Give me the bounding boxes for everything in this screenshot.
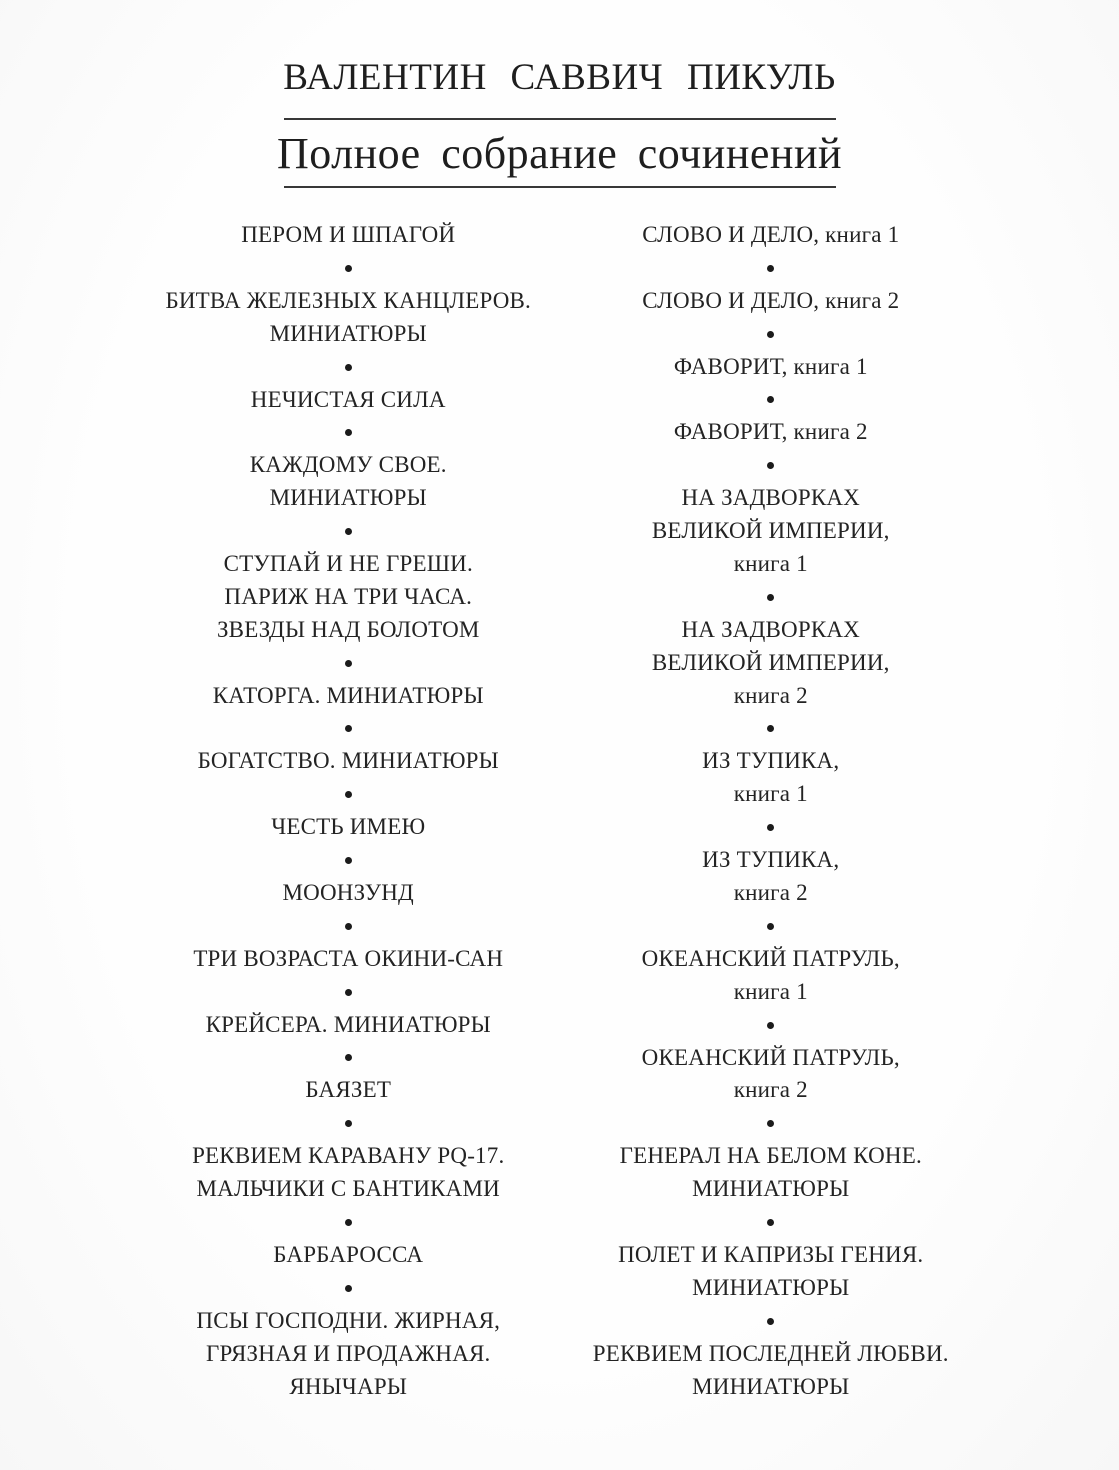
book-entry	[560, 943, 983, 1009]
book-title-line: НА ЗАДВОРКАХ	[681, 616, 860, 642]
bullet-separator	[560, 1305, 983, 1338]
book-title-line: ФАВОРИТ, книга 1	[673, 353, 868, 379]
bullet-separator	[137, 910, 560, 943]
book-title-line: книга 1	[733, 551, 808, 576]
book-title-line: книга 2	[733, 1077, 808, 1103]
book-title-line: ОКЕАНСКИЙ ПАТРУЛЬ,	[641, 945, 900, 971]
book-title-line: МИНИАТЮРЫ	[692, 1373, 850, 1399]
book-title-line: НЕЧИСТАЯ СИЛА	[250, 386, 446, 412]
book-title-line: ГРЯЗНАЯ И ПРОДАЖНАЯ.	[205, 1340, 491, 1366]
book-title-line: РЕКВИЕМ КАРАВАНУ PQ-17.	[192, 1143, 505, 1169]
bullet-separator	[137, 1042, 560, 1075]
bullet-icon	[767, 1120, 774, 1127]
bullet-icon	[345, 528, 352, 535]
bullet-separator	[137, 515, 560, 548]
bullet-icon	[767, 923, 774, 930]
bullet-separator	[560, 1206, 983, 1239]
book-entry	[137, 285, 560, 351]
bullet-separator	[560, 713, 983, 746]
book-list	[0, 219, 1119, 1403]
book-title-line: ФАВОРИТ, книга 2	[673, 419, 868, 445]
book-entry	[137, 384, 560, 417]
bullet-separator	[560, 252, 983, 285]
bullet-icon	[345, 1120, 352, 1127]
book-entry	[560, 1042, 983, 1108]
book-entry	[137, 219, 560, 252]
bullet-icon	[767, 265, 774, 272]
book-title-line: ЧЕСТЬ ИМЕЮ	[271, 814, 426, 840]
bullet-icon	[345, 923, 352, 930]
book-entry	[137, 1009, 560, 1042]
book-title-line: ИЗ ТУПИКА,	[702, 748, 840, 774]
book-title-line: ОКЕАНСКИЙ ПАТРУЛЬ,	[641, 1044, 900, 1070]
book-title-line: книга 1	[733, 978, 808, 1004]
bullet-icon	[345, 1054, 352, 1061]
book-title-line: СТУПАЙ И НЕ ГРЕШИ.	[223, 551, 473, 576]
book-title-line: ПСЫ ГОСПОДНИ. ЖИРНАЯ,	[196, 1307, 501, 1333]
bullet-separator	[137, 778, 560, 811]
bullet-icon	[767, 594, 774, 601]
bullet-icon	[767, 824, 774, 831]
book-title-line: МАЛЬЧИКИ С БАНТИКАМИ	[196, 1176, 500, 1202]
book-entry	[560, 351, 983, 384]
book-entry	[560, 745, 983, 811]
book-entry	[560, 416, 983, 449]
book-title-line: ГЕНЕРАЛ НА БЕЛОМ КОНЕ.	[619, 1143, 922, 1169]
book-title-line: МИНИАТЮРЫ	[692, 1176, 850, 1202]
book-entry	[137, 943, 560, 976]
bullet-separator	[560, 1107, 983, 1140]
book-title-line: ПЕРОМ И ШПАГОЙ	[241, 222, 456, 247]
book-entry	[560, 285, 983, 318]
bullet-icon	[345, 1285, 352, 1292]
bullet-separator	[137, 416, 560, 449]
book-title-line: книга 2	[733, 880, 808, 906]
bullet-separator	[560, 1009, 983, 1042]
bullet-separator	[560, 384, 983, 417]
bullet-icon	[767, 1219, 774, 1226]
book-title-line: ПАРИЖ НА ТРИ ЧАСА.	[224, 583, 473, 609]
book-entry	[560, 482, 983, 581]
book-title-line: ИЗ ТУПИКА,	[702, 847, 840, 873]
bullet-separator	[560, 910, 983, 943]
book-title-line: БОГАТСТВО. МИНИАТЮРЫ	[197, 748, 499, 774]
book-title-line: МИНИАТЮРЫ	[269, 485, 427, 511]
bullet-separator	[560, 811, 983, 844]
book-title-line: БАЯЗЕТ	[305, 1077, 392, 1103]
bullet-icon	[767, 1318, 774, 1325]
bullet-icon	[345, 857, 352, 864]
series-title: Полное собрание сочинений	[276, 129, 843, 178]
bullet-separator	[560, 449, 983, 482]
bullet-icon	[767, 725, 774, 732]
bullet-icon	[345, 429, 352, 436]
bullet-separator	[137, 351, 560, 384]
book-title-line: СЛОВО И ДЕЛО, книга 1	[642, 222, 900, 247]
bullet-icon	[345, 791, 352, 798]
book-entry	[560, 614, 983, 713]
book-title-line: ВЕЛИКОЙ ИМПЕРИИ,	[651, 518, 890, 544]
bullet-icon	[345, 1219, 352, 1226]
bullet-separator	[560, 318, 983, 351]
book-entry	[560, 1338, 983, 1404]
book-title-line: КРЕЙСЕРА. МИНИАТЮРЫ	[205, 1011, 491, 1037]
bullet-separator	[137, 252, 560, 285]
column-right	[560, 219, 983, 1403]
book-entry	[137, 548, 560, 647]
bullet-separator	[560, 581, 983, 614]
bullet-icon	[767, 462, 774, 469]
book-entry	[137, 1239, 560, 1272]
horizontal-rule-bottom	[284, 186, 836, 188]
book-title-line: КАТОРГА. МИНИАТЮРЫ	[212, 682, 484, 708]
book-entry	[560, 844, 983, 910]
book-entry	[137, 449, 560, 515]
bullet-icon	[345, 989, 352, 996]
column-left	[137, 219, 560, 1403]
bullet-separator	[137, 844, 560, 877]
bullet-separator	[137, 1107, 560, 1140]
book-entry	[137, 1305, 560, 1404]
book-title-line: ЗВЕЗДЫ НАД БОЛОТОМ	[216, 616, 480, 642]
book-title-line: КАЖДОМУ СВОЕ.	[249, 452, 447, 478]
book-title-line: ВЕЛИКОЙ ИМПЕРИИ,	[651, 649, 890, 675]
bullet-separator	[137, 713, 560, 746]
bullet-icon	[345, 364, 352, 371]
book-title-line: НА ЗАДВОРКАХ	[681, 485, 860, 511]
bullet-icon	[767, 396, 774, 403]
bullet-separator	[137, 976, 560, 1009]
book-entry	[560, 1140, 983, 1206]
book-entry	[137, 1140, 560, 1206]
bullet-icon	[767, 331, 774, 338]
book-title-line: МИНИАТЮРЫ	[692, 1274, 850, 1300]
book-title-line: ТРИ ВОЗРАСТА ОКИНИ-САН	[193, 945, 504, 971]
book-entry	[137, 745, 560, 778]
book-title-line: ПОЛЕТ И КАПРИЗЫ ГЕНИЯ.	[618, 1241, 924, 1267]
book-title-line: СЛОВО И ДЕЛО, книга 2	[642, 287, 900, 313]
bullet-separator	[137, 1206, 560, 1239]
book-title-line: РЕКВИЕМ ПОСЛЕДНЕЙ ЛЮБВИ.	[592, 1340, 949, 1366]
book-entry	[137, 877, 560, 910]
book-entry	[137, 811, 560, 844]
book-entry	[137, 680, 560, 713]
bullet-icon	[767, 1022, 774, 1029]
bullet-icon	[345, 265, 352, 272]
book-title-line: МИНИАТЮРЫ	[269, 320, 427, 346]
book-entry	[137, 1074, 560, 1107]
book-entry	[560, 219, 983, 252]
page-header	[0, 0, 1119, 188]
book-title-line: книга 2	[733, 682, 808, 708]
author-name: ВАЛЕНТИН САВВИЧ ПИКУЛЬ	[283, 57, 836, 98]
book-title-line: МООНЗУНД	[282, 880, 414, 905]
book-title-line: БАРБАРОССА	[273, 1241, 424, 1267]
horizontal-rule-top	[284, 118, 836, 120]
book-title-line: ЯНЫЧАРЫ	[289, 1373, 408, 1399]
book-title-line: БИТВА ЖЕЛЕЗНЫХ КАНЦЛЕРОВ.	[165, 287, 532, 313]
bullet-icon	[345, 660, 352, 667]
bullet-separator	[137, 647, 560, 680]
book-title-line: книга 1	[733, 781, 808, 807]
bullet-separator	[137, 1272, 560, 1305]
book-entry	[560, 1239, 983, 1305]
bullet-icon	[345, 725, 352, 732]
